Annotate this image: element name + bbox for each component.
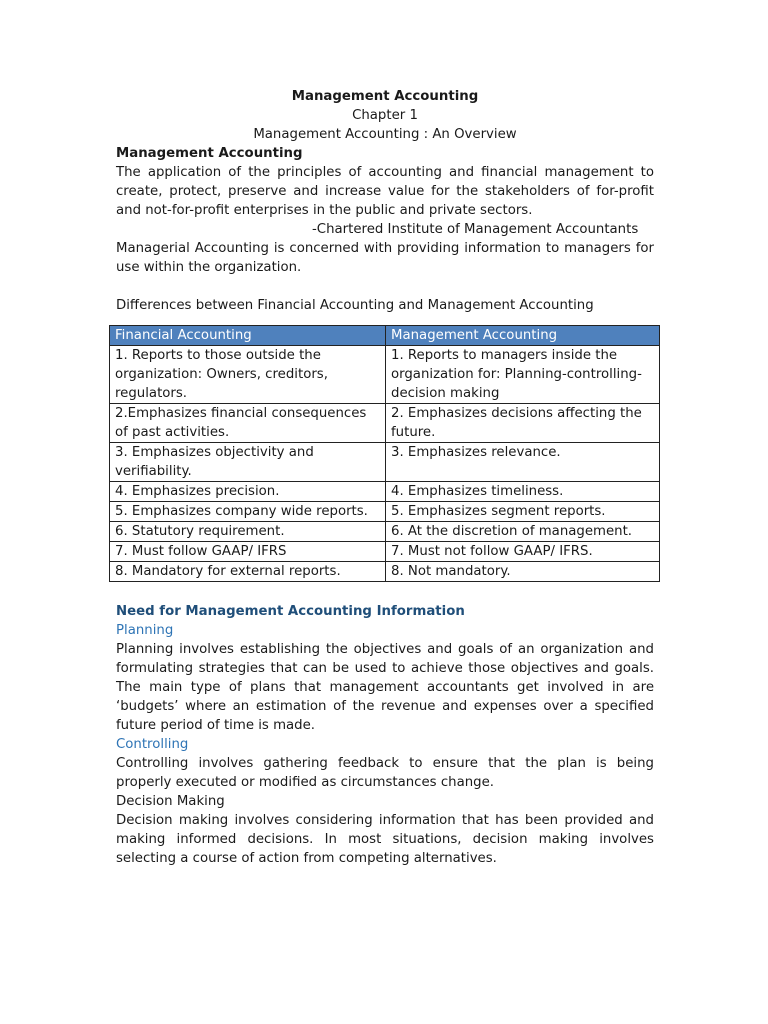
spacer bbox=[116, 277, 654, 296]
definition-heading: Management Accounting bbox=[116, 146, 303, 161]
column-header-financial: Financial Accounting bbox=[110, 326, 386, 346]
table-cell: 5. Emphasizes segment reports. bbox=[386, 502, 660, 522]
table-cell: 7. Must not follow GAAP/ IFRS. bbox=[386, 542, 660, 562]
decision-making-heading: Decision Making bbox=[116, 794, 225, 809]
table-row bbox=[110, 482, 660, 502]
table-cell: 8. Mandatory for external reports. bbox=[110, 562, 386, 582]
chapter-subtitle: Management Accounting : An Overview bbox=[253, 127, 517, 142]
table-cell: 2. Emphasizes decisions affecting the future. bbox=[386, 404, 660, 443]
document-title: Management Accounting bbox=[291, 89, 479, 104]
table-row bbox=[110, 542, 660, 562]
table-header-row bbox=[110, 326, 660, 346]
definition-attribution: -Chartered Institute of Management Accountants bbox=[312, 222, 639, 237]
table-cell: 6. Statutory requirement. bbox=[110, 522, 386, 542]
table-row bbox=[110, 562, 660, 582]
table-row bbox=[110, 346, 660, 404]
table-cell: 1. Reports to those outside the organization: Owners, creditors, regulators. bbox=[110, 346, 386, 404]
table-cell: 3. Emphasizes objectivity and verifiability. bbox=[110, 443, 386, 482]
table-cell: 8. Not mandatory. bbox=[386, 562, 660, 582]
table-row bbox=[110, 522, 660, 542]
table-cell: 6. At the discretion of management. bbox=[386, 522, 660, 542]
decision-making-text: Decision making involves considering information that has been provided and making informed decisions. In most situations, decision making involves selecting a course of action from competing alternatives. bbox=[116, 813, 654, 866]
controlling-heading: Controlling bbox=[116, 737, 189, 752]
table-row bbox=[110, 443, 660, 482]
table-cell: 7. Must follow GAAP/ IFRS bbox=[110, 542, 386, 562]
table-row bbox=[110, 404, 660, 443]
table-cell: 4. Emphasizes timeliness. bbox=[386, 482, 660, 502]
table-cell: 3. Emphasizes relevance. bbox=[386, 443, 660, 482]
differences-table bbox=[109, 325, 660, 582]
differences-intro: Differences between Financial Accounting and Management Accounting bbox=[116, 298, 594, 313]
table-cell: 5. Emphasizes company wide reports. bbox=[110, 502, 386, 522]
need-heading: Need for Management Accounting Information bbox=[116, 604, 465, 619]
planning-heading: Planning bbox=[116, 623, 174, 638]
planning-text: Planning involves establishing the objectives and goals of an organization and formulating strategies that can be used to achieve those objectives and goals. The main type of plans that management accountants get involved in are ‘budgets’ where an estimation of the revenue and expenses over a specified future period of time is made. bbox=[116, 642, 654, 733]
table-cell: 1. Reports to managers inside the organization for: Planning-controlling-decision making bbox=[386, 346, 660, 404]
column-header-management: Management Accounting bbox=[386, 326, 660, 346]
table-cell: 2.Emphasizes financial consequences of past activities. bbox=[110, 404, 386, 443]
managerial-accounting-text: Managerial Accounting is concerned with providing information to managers for use within the organization. bbox=[116, 241, 654, 275]
table-row bbox=[110, 502, 660, 522]
chapter-label: Chapter 1 bbox=[352, 108, 418, 123]
controlling-text: Controlling involves gathering feedback to ensure that the plan is being properly executed or modified as circumstances change. bbox=[116, 756, 654, 790]
document-page bbox=[116, 87, 654, 868]
definition-text: The application of the principles of accounting and financial management to create, protect, preserve and increase value for the stakeholders of for-profit and not-for-profit enterprises in the public and private sectors. bbox=[116, 165, 654, 218]
table-cell: 4. Emphasizes precision. bbox=[110, 482, 386, 502]
